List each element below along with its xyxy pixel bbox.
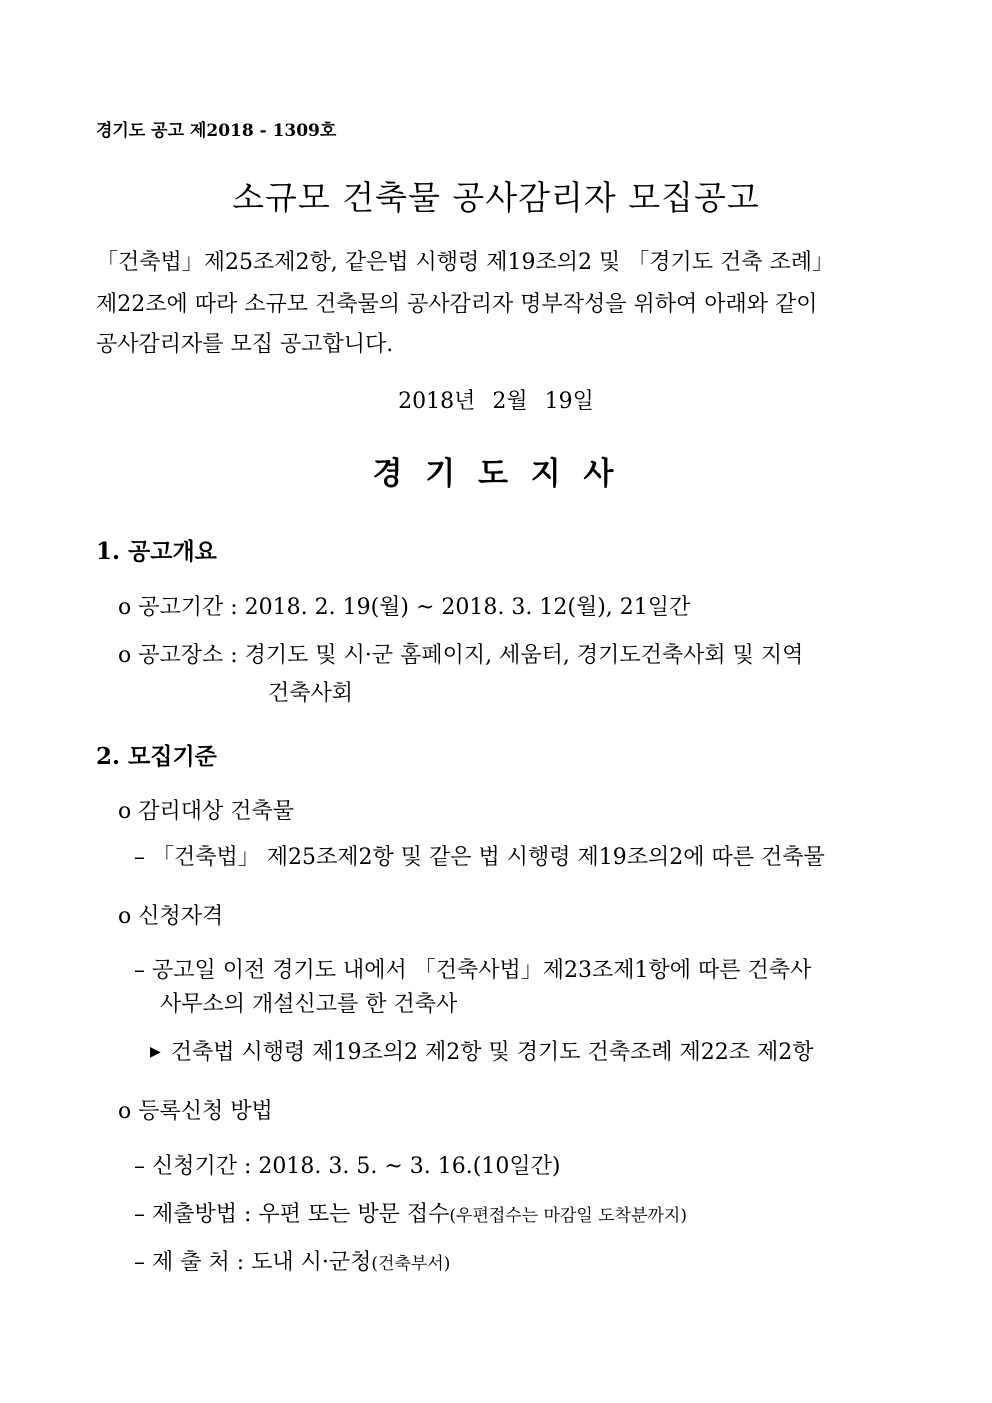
qualification-note — [150, 1035, 814, 1066]
qualification-heading: o 신청자격 — [118, 904, 224, 929]
registration-method-note: (우편접수는 마감일 도착분까지) — [449, 1206, 687, 1226]
notice-place-cont: 건축사회 — [268, 681, 354, 706]
governor-signature: 경 기 도 지 사 — [372, 456, 620, 492]
triangle-bullet-icon: ▶ — [150, 1044, 161, 1060]
qualification-note-text: 건축법 시행령 제19조의2 제2항 및 경기도 건축조례 제22조 제2항 — [170, 1040, 814, 1065]
qualification-item-cont: 사무소의 개설신고를 한 건축사 — [160, 992, 458, 1017]
intro-line-2: 제22조에 따라 소규모 건축물의 공사감리자 명부작성을 위하여 아래와 같이 — [96, 292, 818, 317]
registration-period: – 신청기간 : 2018. 3. 5. ~ 3. 16.(10일간) — [134, 1154, 561, 1179]
notice-number: 경기도 공고 제2018 - 1309호 — [96, 121, 337, 141]
notice-period: o 공고기간 : 2018. 2. 19(월) ~ 2018. 3. 12(월), 21일간 — [118, 595, 691, 620]
qualification-item: – 공고일 이전 경기도 내에서 「건축사법」제23조제1항에 따른 건축사 — [134, 958, 812, 983]
section-1-heading: 1. 공고개요 — [96, 538, 217, 565]
registration-place — [134, 1245, 450, 1276]
registration-place-note: (건축부서) — [371, 1254, 451, 1274]
target-heading: o 감리대상 건축물 — [118, 799, 294, 824]
notice-date: 2018년 2월 19일 — [398, 389, 594, 414]
intro-line-3: 공사감리자를 모집 공고합니다. — [96, 332, 394, 357]
notice-place: o 공고장소 : 경기도 및 시·군 홈페이지, 세움터, 경기도건축사회 및 지역 — [118, 643, 804, 668]
registration-method — [134, 1197, 687, 1228]
registration-heading: o 등록신청 방법 — [118, 1099, 273, 1124]
notice-title: 소규모 건축물 공사감리자 모집공고 — [232, 178, 760, 217]
target-item: – 「건축법」 제25조제2항 및 같은 법 시행령 제19조의2에 따른 건축물 — [134, 845, 825, 870]
section-2-heading: 2. 모집기준 — [96, 743, 217, 770]
registration-place-text: – 제 출 처 : 도내 시·군청 — [134, 1250, 372, 1275]
registration-method-text: – 제출방법 : 우편 또는 방문 접수 — [134, 1202, 450, 1227]
intro-line-1: 「건축법」제25조제2항, 같은법 시행령 제19조의2 및 「경기도 건축 조례」 — [96, 250, 834, 275]
